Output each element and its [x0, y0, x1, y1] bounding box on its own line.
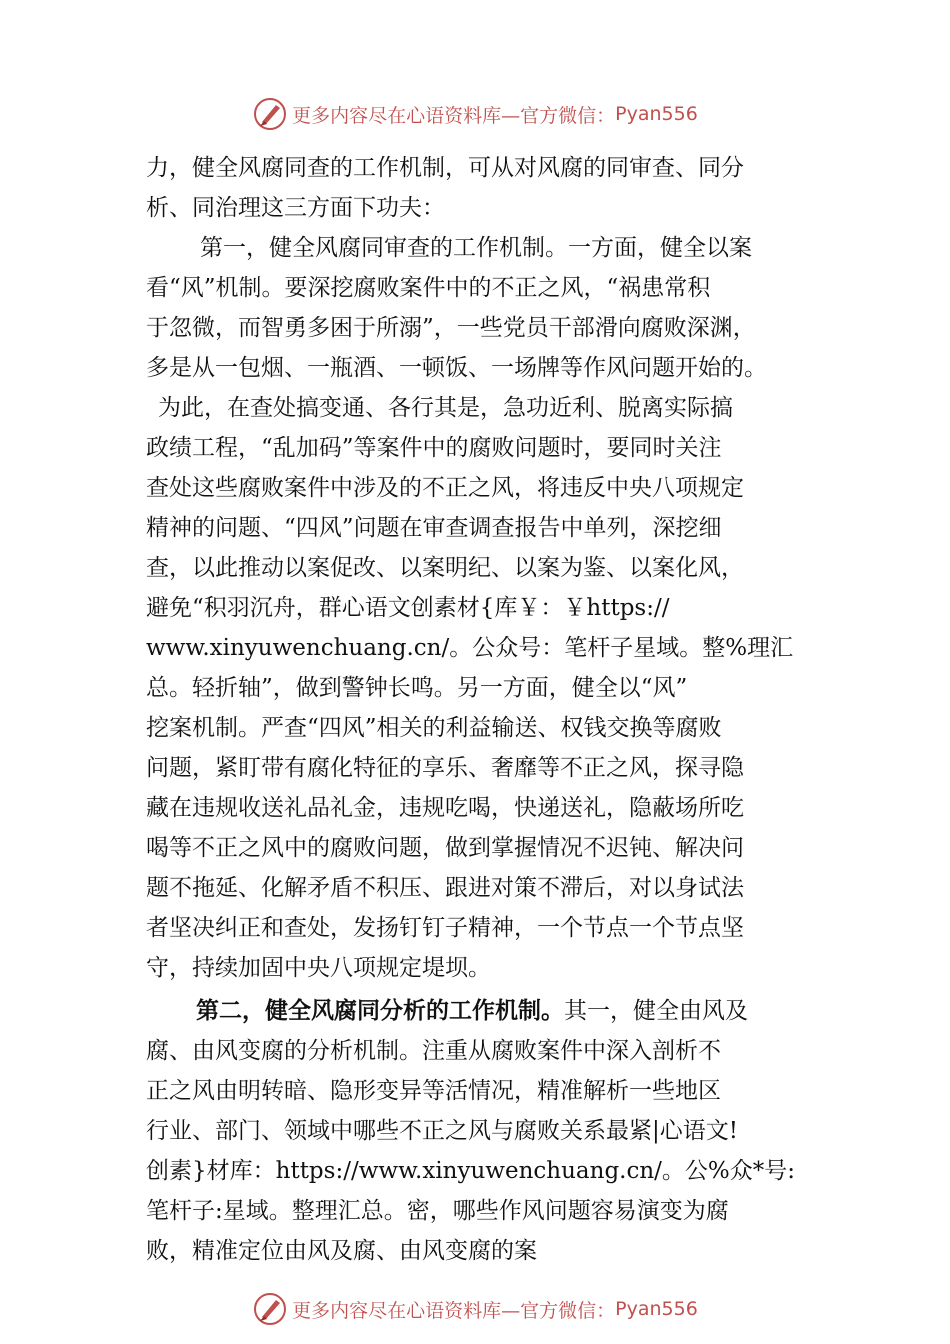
paragraph-two-heading: 第二，健全风腐同分析的工作机制。: [196, 998, 564, 1024]
text-line: 避免“积羽沉舟，群心语文创素材{库￥：￥https://: [146, 595, 670, 621]
footer-wechat-id: Pyan556: [615, 1298, 698, 1320]
footer-banner-text: 更多内容尽在心语资料库—官方微信：: [292, 1299, 616, 1322]
text-line: 腐、由风变腐的分析机制。注重从腐败案件中深入剖析不: [146, 1038, 721, 1064]
text-line: 析、同治理这三方面下功夫：: [146, 195, 445, 221]
text-line: 政绩工程，“乱加码”等案件中的腐败问题时，要同时关注: [146, 435, 722, 461]
text-line: 问题，紧盯带有腐化特征的享乐、奢靡等不正之风，探寻隐: [146, 755, 744, 781]
text-line: 第一，健全风腐同审查的工作机制。一方面，健全以案: [200, 235, 752, 261]
pen-logo-icon: [252, 1291, 288, 1327]
text-line: 多是从一包烟、一瓶酒、一顿饭、一场牌等作风问题开始的。: [146, 355, 767, 381]
text-line: 查，以此推动以案促改、以案明纪、以案为鉴、以案化风，: [146, 555, 744, 581]
header-wechat-id: Pyan556: [615, 103, 698, 125]
text-line: 总。轻折轴”，做到警钟长鸣。另一方面，健全以“风”: [146, 675, 688, 701]
text-line: 看“风”机制。要深挖腐败案件中的不正之风，“祸患常积: [146, 275, 711, 301]
text-line: 查处这些腐败案件中涉及的不正之风，将违反中央八项规定: [146, 475, 744, 501]
text-line: 创素}材库：https://www.xinyuwenchuang.cn/。公%众*号:: [146, 1158, 796, 1184]
header-banner: [0, 94, 950, 134]
text-line: 守，持续加固中央八项规定堤坝。: [146, 955, 491, 981]
text-line: 行业、部门、领域中哪些不正之风与腐败关系最紧|心语文!: [146, 1118, 738, 1144]
text-line: 正之风由明转暗、隐形变异等活情况，精准解析一些地区: [146, 1078, 721, 1104]
text-line: 挖案机制。严查“四风”相关的利益输送、权钱交换等腐败: [146, 715, 722, 741]
paragraph-two-first-line: [196, 991, 748, 1031]
pen-logo-icon: [252, 96, 288, 132]
text-line: 其一，健全由风及: [564, 998, 748, 1024]
text-line: 为此，在查处搞变通、各行其是，急功近利、脱离实际搞: [158, 395, 733, 421]
text-line: 藏在违规收送礼品礼金，违规吃喝，快递送礼，隐蔽场所吃: [146, 795, 744, 821]
text-line: 者坚决纠正和查处，发扬钉钉子精神，一个节点一个节点坚: [146, 915, 744, 941]
text-line: www.xinyuwenchuang.cn/。公众号：笔杆子星域。整%理汇: [146, 635, 794, 661]
text-line: 精神的问题、“四风”问题在审查调查报告中单列，深挖细: [146, 515, 722, 541]
text-line: 败，精准定位由风及腐、由风变腐的案: [146, 1238, 537, 1264]
text-line: 笔杆子:星域。整理汇总。密，哪些作风问题容易演变为腐: [146, 1198, 729, 1224]
header-banner-text: 更多内容尽在心语资料库—官方微信：: [292, 104, 616, 127]
text-line: 喝等不正之风中的腐败问题，做到掌握情况不迟钝、解决问: [146, 835, 744, 861]
text-line: 力，健全风腐同查的工作机制，可从对风腐的同审查、同分: [146, 155, 744, 181]
footer-banner: [0, 1289, 950, 1329]
text-line: 于忽微，而智勇多困于所溺”，一些党员干部滑向腐败深渊，: [146, 315, 756, 341]
text-line: 题不拖延、化解矛盾不积压、跟进对策不滞后，对以身试法: [146, 875, 744, 901]
